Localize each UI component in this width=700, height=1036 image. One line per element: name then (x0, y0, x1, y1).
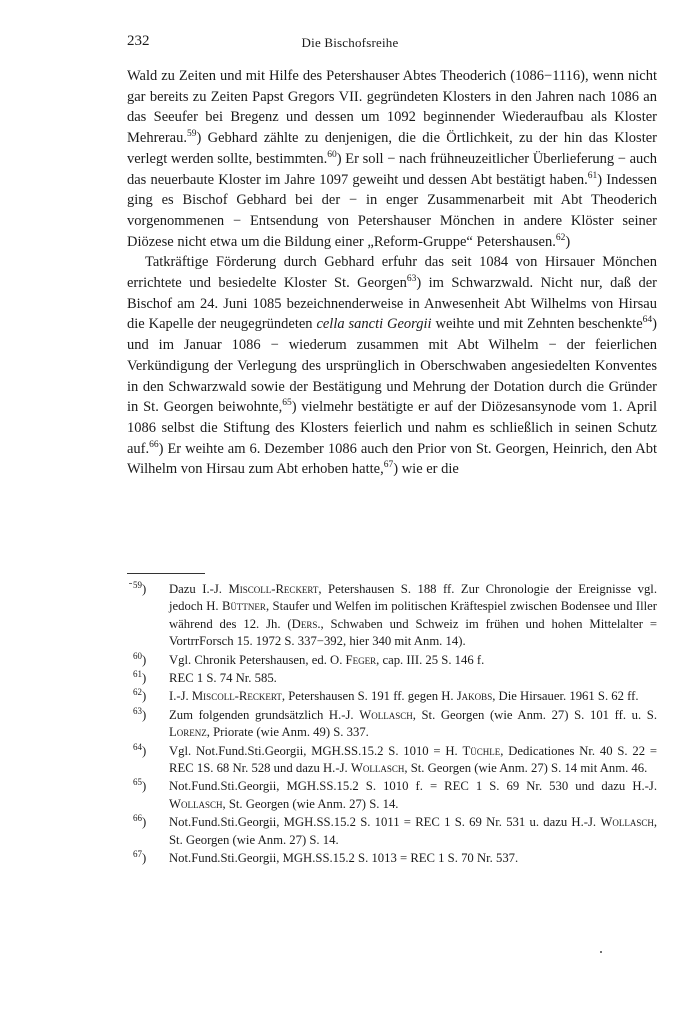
running-title: Die Bischofsreihe (301, 35, 399, 50)
text-run: Wald zu Zeiten und mit Hilfe des Petershauser Abtes Theoderich (1086−1116), wenn nicht gar bereits zu Zeiten Papst Gregors VII. gegründeten Klosters in den Jahren nach 1086 an das Seeufer bei Bregenz und dessen um 1092 beginnender Wiederaufbau als Kloster Mehrerau. (127, 68, 657, 147)
footnote-number (133, 688, 146, 705)
text-run: Vgl. Not.Fund.Sti.Georgii, MGH.SS.15.2 S. 1010 = H. (169, 743, 463, 758)
author-name: Wollasch (359, 707, 413, 722)
author-name: Wollasch (169, 796, 223, 811)
footnote-number-label: 66 (133, 813, 142, 824)
latin-phrase: cella sancti Georgii (316, 316, 432, 333)
footnote-ref-63[interactable]: 63 (406, 274, 417, 285)
text-run: , St. Georgen (wie Anm. 27) S. 101 ff. u. S. (412, 707, 658, 722)
text-run: , Die Hirsauer. 1961 S. 62 ff. (492, 689, 639, 704)
text-run: I.-J. (169, 689, 192, 704)
paren: ) (142, 689, 147, 704)
footnote-number-label: 63 (133, 705, 142, 716)
footnote-number (133, 778, 146, 795)
text-run: Tatkräftige Förderung durch Gebhard erfuhr das seit 1084 von Hirsauer Mönchen errichtete und besiedelte Kloster St. Georgen (127, 254, 657, 292)
text-run: , Schwaben und Schweiz im frühen und hohen Mittelalter = VortrrForsch 15. 1972 S. 337−392, hier 340 mit Anm. 14). (169, 616, 657, 649)
paren: ) (142, 652, 147, 667)
author-name: Miscoll-Reckert (191, 689, 282, 704)
print-speck (129, 583, 132, 584)
author-name: Büttner (221, 599, 266, 614)
text-run: Not.Fund.Sti.Georgii, MGH.SS.15.2 S. 1010 f. = REC 1 S. 69 Nr. 530 und dazu H.-J. (169, 779, 657, 794)
text-run: ) Indessen ging es Bischof Gebhard bei der − in enger Zusammenarbeit mit Abt Theoderich vorgenommenen − Entsendung von Petershauser Mönchen in andere Klöster seiner Diözese nicht etwa um die Bildung einer „Reform-Gruppe“ Petershausen. (127, 171, 657, 250)
footnote-ref-65[interactable]: 65 (282, 398, 292, 409)
footnote-number-label: 62 (133, 687, 142, 698)
footnote-ref-59[interactable]: 59 (186, 129, 197, 140)
footnote-number-label: 64 (133, 741, 142, 752)
footnote-divider (127, 573, 205, 574)
text-run: , Staufer und Welfen im politischen Kräftespiel zwischen Bodensee und Iller während des 12. Jh. ( (169, 599, 657, 631)
footnote-61 (133, 670, 657, 687)
footnote-ref-61[interactable]: 61 (587, 170, 598, 181)
print-speck (600, 951, 602, 953)
text-run: ) und im Januar 1086 − wiederum zusammen mit Abt Wilhelm − der feierlichen Verkündigung der Verlegung des ursprünglich in Oberschwaben angesiedelten Konventes in den Schwarzwald sowie der Bestätigung und Mehrung der Dotation durch die Gründer in St. Georgen beiwohnte, (127, 316, 657, 416)
text-run: ) (565, 233, 571, 250)
text-run: ) im Schwarzwald. Nicht nur, daß der Bischof am 24. Juni 1085 bezeichnenderweise in Anwesenheit Abt Wilhelms von Hirsau die Kapelle der neugegründeten (127, 275, 657, 333)
author-name: Tüchle (462, 743, 501, 758)
paragraph-1 (127, 66, 657, 252)
author-name: Wollasch (600, 815, 654, 830)
footnote-ref-67[interactable]: 67 (383, 460, 394, 471)
footnote-number (133, 670, 146, 687)
paren: ) (142, 815, 147, 830)
paragraph-2 (127, 252, 657, 480)
text-run: , Priorate (wie Anm. 49) S. 337. (206, 725, 369, 740)
footnote-number-label: 67 (133, 848, 142, 859)
footnote-62 (133, 688, 657, 705)
paren: ) (142, 707, 147, 722)
footnote-number (133, 652, 146, 669)
text-run: Not.Fund.Sti.Georgii, MGH.SS.15.2 S. 1011 = REC 1 S. 69 Nr. 531 u. dazu H.-J. (169, 815, 601, 830)
footnote-number (133, 581, 146, 598)
footnote-ref-66[interactable]: 66 (149, 439, 159, 450)
footnote-number (133, 814, 146, 831)
text-run: ) vielmehr bestätigte er auf der Diözesansynode vom 1. April 1086 selbst die Stiftung des Klosters feierlich und nahm es schließlich in seinen Schutz auf. (127, 399, 658, 457)
text-run: Vgl. Chronik Petershausen, ed. O. (169, 652, 346, 667)
author-name: Jakobs (456, 689, 493, 704)
footnote-65 (133, 778, 657, 813)
text-run: ) wie er die (393, 461, 459, 478)
text-run: ) Gebhard zählte zu denjenigen, die die Örtlichkeit, zu der hin das Kloster verlegt werden sollte, bestimmten. (127, 130, 657, 167)
footnote-67 (133, 850, 657, 867)
author-name: Wollasch (350, 761, 405, 776)
footnote-number-label: 65 (133, 777, 142, 788)
footnote-ref-60[interactable]: 60 (327, 149, 337, 160)
text-run: , St. Georgen (wie Anm. 27) S. 14 mit Anm. 46. (404, 761, 648, 776)
footnote-ref-62[interactable]: 62 (555, 232, 566, 243)
text-run: Not.Fund.Sti.Georgii, MGH.SS.15.2 S. 1013 = REC 1 S. 70 Nr. 537. (169, 851, 519, 866)
text-run: Zum folgenden grundsätzlich H.-J. (169, 707, 360, 722)
paren: ) (142, 779, 147, 794)
footnote-59 (133, 581, 657, 651)
text-run: ) Er soll − nach frühneuzeitlicher Überlieferung − auch das neuerbaute Kloster im Jahre 1097 geweiht und dessen Abt bestätigt haben. (127, 150, 657, 188)
footnote-64 (133, 743, 657, 778)
paren: ) (142, 582, 147, 596)
footnote-number-label: 59 (133, 579, 142, 590)
footnote-ref-64[interactable]: 64 (642, 315, 653, 326)
text-run: weihte und mit Zehnten beschenkte (431, 316, 643, 333)
author-name: Lorenz (169, 725, 207, 740)
page-number: 232 (127, 33, 150, 49)
text-run: Dazu I.-J. (169, 582, 229, 596)
footnote-number-label: 61 (133, 668, 142, 679)
text-run: , cap. III. 25 S. 146 f. (376, 652, 485, 667)
text-run: , St. Georgen (wie Anm. 27) S. 14. (222, 796, 399, 811)
text-run: ) Er weihte am 6. Dezember 1086 auch den Prior von St. Georgen, Heinrich, den Abt Wilhelm von Hirsau zum Abt erhoben hatte, (127, 440, 657, 478)
paren: ) (142, 851, 147, 866)
footnote-63 (133, 707, 657, 742)
author-name: Ders. (291, 616, 321, 631)
footnote-number (133, 743, 146, 760)
text-run: , Petershausen S. 191 ff. gegen H. (281, 689, 457, 704)
footnotes (133, 581, 657, 869)
author-name: Feger (345, 652, 377, 667)
text-run: , Petershausen S. 188 ff. Zur Chronologie der Ereignisse vgl. jedoch H. (169, 582, 657, 614)
paren: ) (142, 671, 147, 686)
main-text (127, 66, 657, 480)
footnote-60 (133, 652, 657, 669)
footnote-number (133, 707, 146, 724)
text-run: REC 1 S. 74 Nr. 585. (169, 671, 277, 686)
text-run: , St. Georgen (wie Anm. 27) S. 14. (169, 815, 657, 847)
author-name: Miscoll-Reckert (228, 582, 319, 596)
footnote-number (133, 850, 146, 867)
footnote-66 (133, 814, 657, 849)
footnote-number-label: 60 (133, 650, 142, 661)
text-run: , Dedicationes Nr. 40 S. 22 = REC 1S. 68 Nr. 528 und dazu H.-J. (169, 743, 657, 776)
paren: ) (142, 743, 147, 758)
